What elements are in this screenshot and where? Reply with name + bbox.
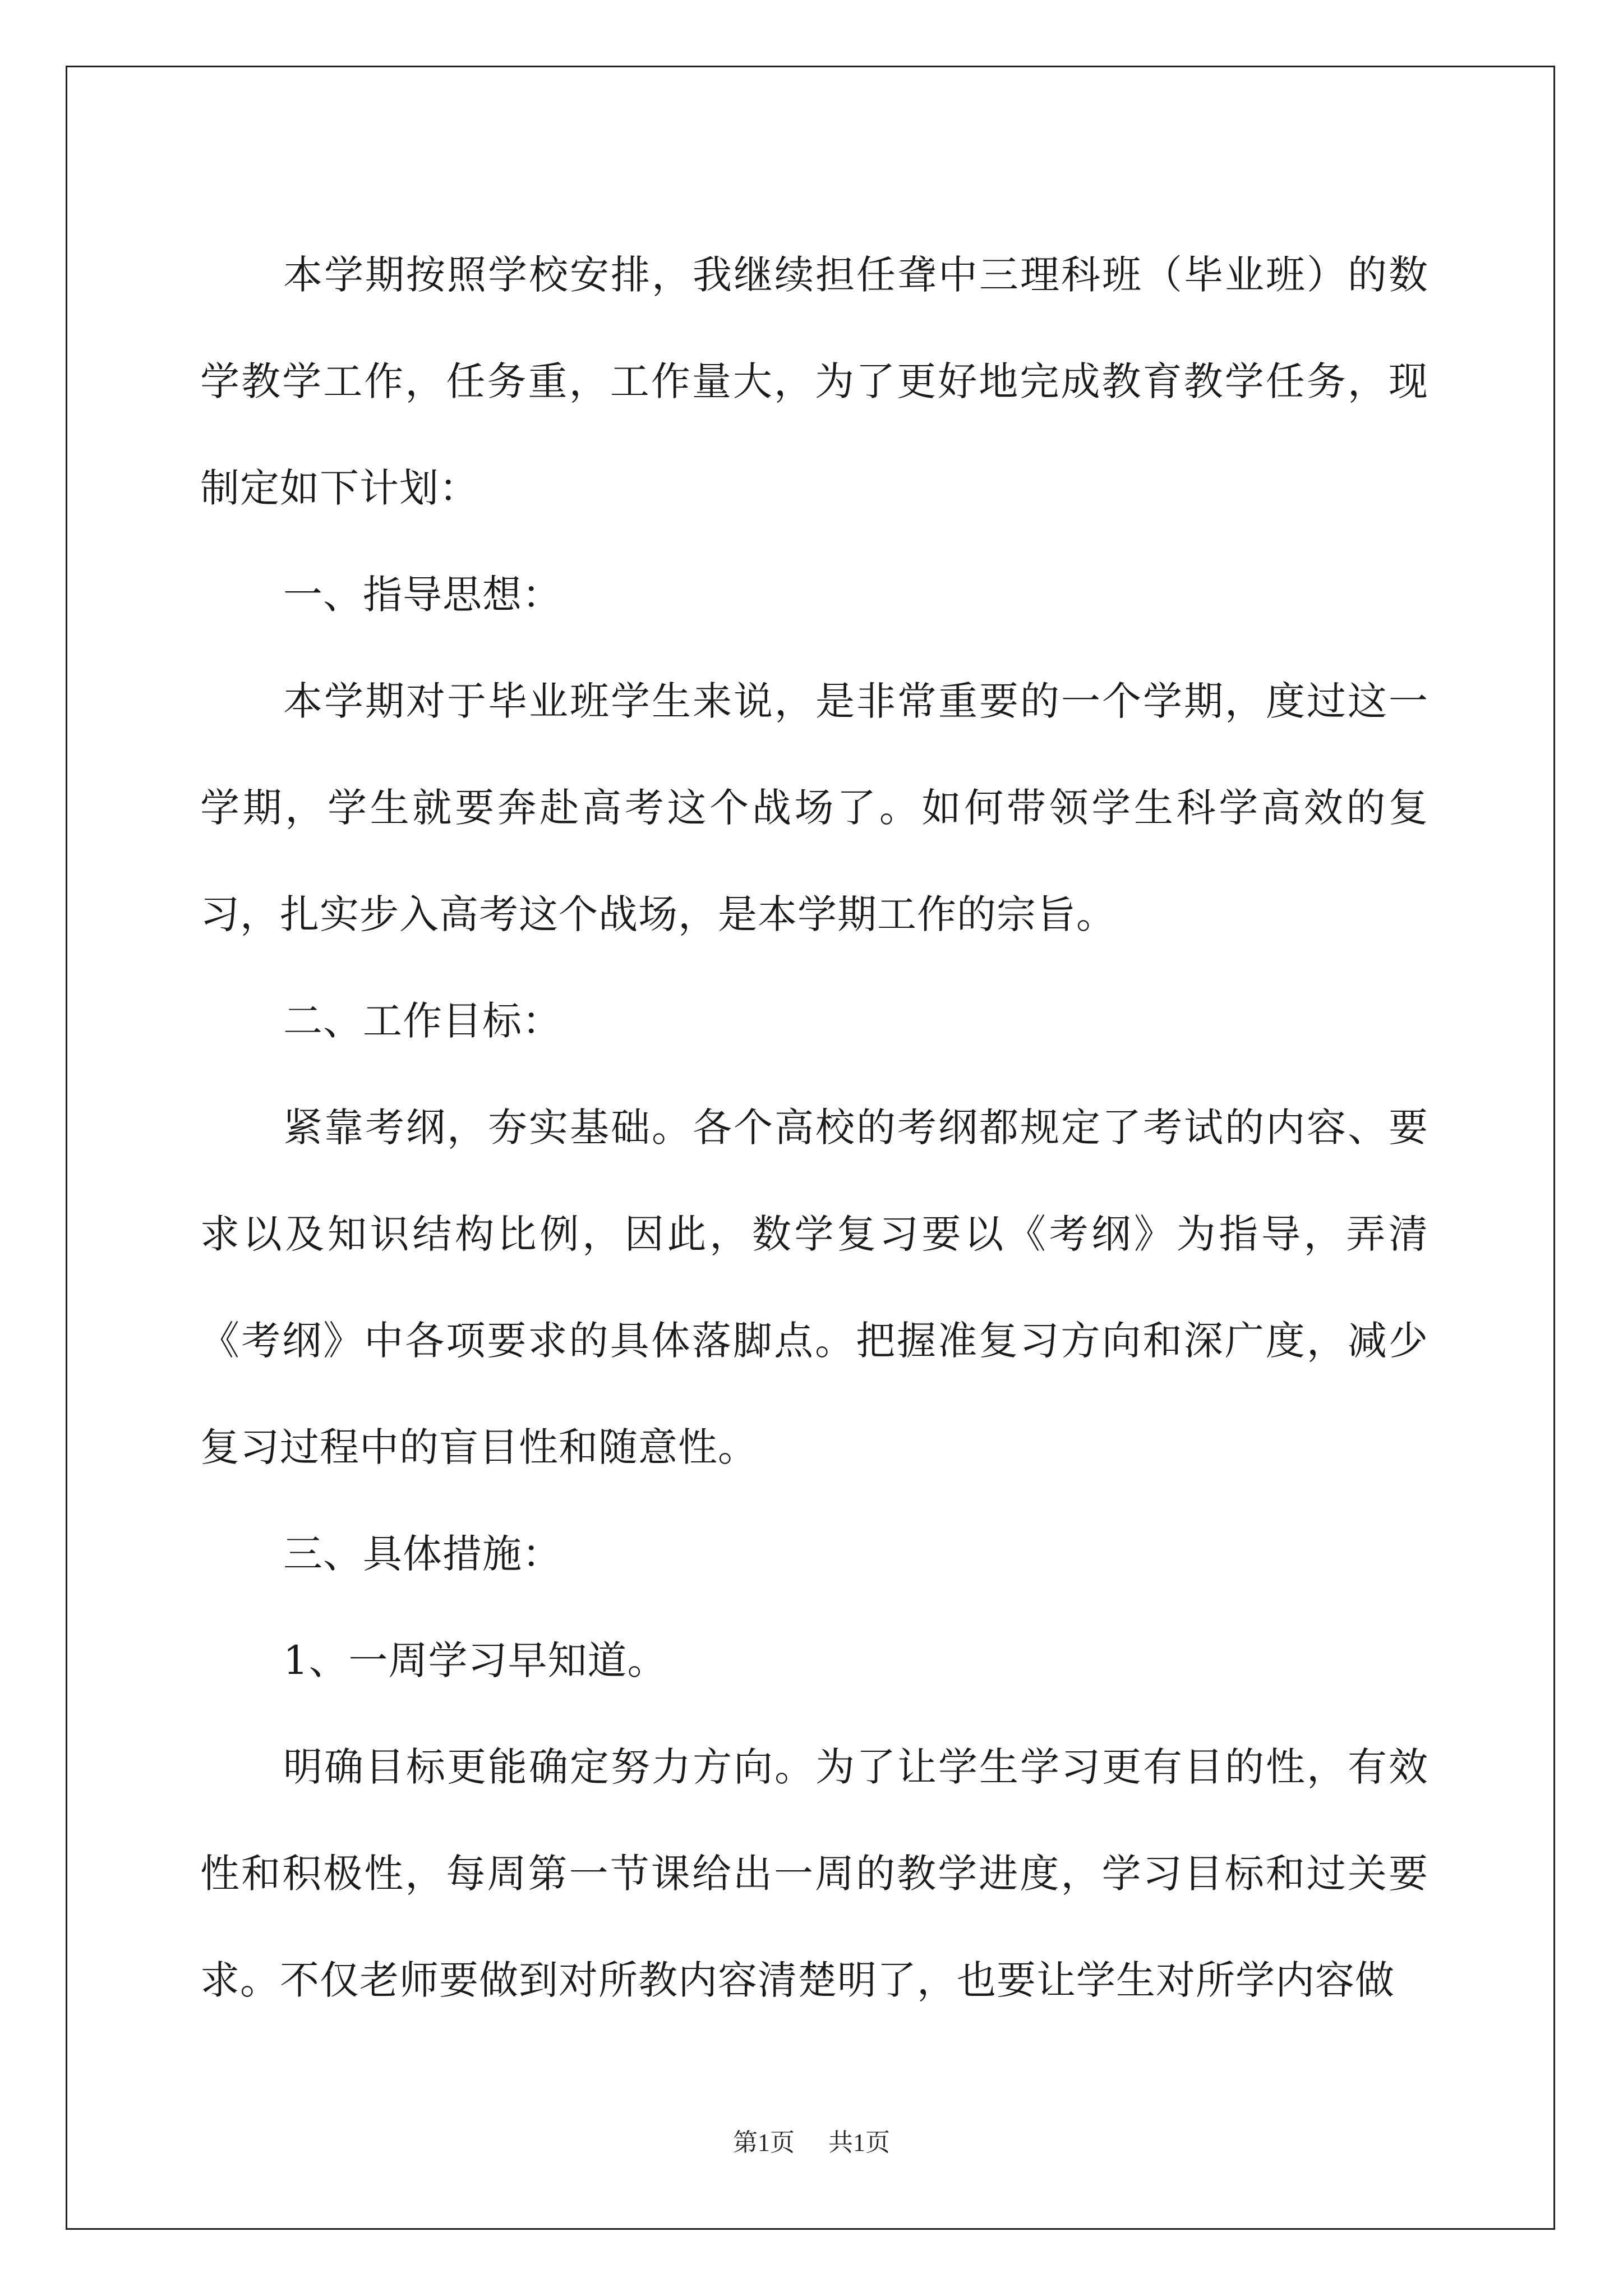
page-total: 共1页: [828, 2129, 890, 2156]
page-number: 第1页: [733, 2129, 795, 2156]
intro-paragraph: 本学期按照学校安排，我继续担任聋中三理科班（毕业班）的数学教学工作，任务重，工作量大，为了更好地完成教育教学任务，现制定如下计划：: [200, 252, 1428, 511]
page-footer: [0, 2126, 1623, 2160]
section-heading-work-goals: 二、工作目标：: [283, 998, 562, 1044]
section-heading-guiding-ideology: 一、指导思想：: [283, 572, 562, 618]
section-heading-measures: 三、具体措施：: [283, 1531, 562, 1577]
measure-item-heading: 1、一周学习早知道。: [283, 1637, 667, 1683]
guiding-ideology-paragraph: 本学期对于毕业班学生来说，是非常重要的一个学期，度过这一学期，学生就要奔赴高考这个战场了。如何带领学生科学高效的复习，扎实步入高考这个战场，是本学期工作的宗旨。: [200, 678, 1428, 937]
measure-item-paragraph: 明确目标更能确定努力方向。为了让学生学习更有目的性，有效性和积极性，每周第一节课给出一周的教学进度，学习目标和过关要求。不仅老师要做到对所教内容清楚明了，也要让学生对所学内容做: [200, 1744, 1428, 2003]
document-body: [200, 222, 1428, 2033]
work-goals-paragraph: 紧靠考纲，夯实基础。各个高校的考纲都规定了考试的内容、要求以及知识结构比例，因此，数学复习要以《考纲》为指导，弄清《考纲》中各项要求的具体落脚点。把握准复习方向和深广度，减少复习过程中的盲目性和随意性。: [200, 1105, 1428, 1470]
